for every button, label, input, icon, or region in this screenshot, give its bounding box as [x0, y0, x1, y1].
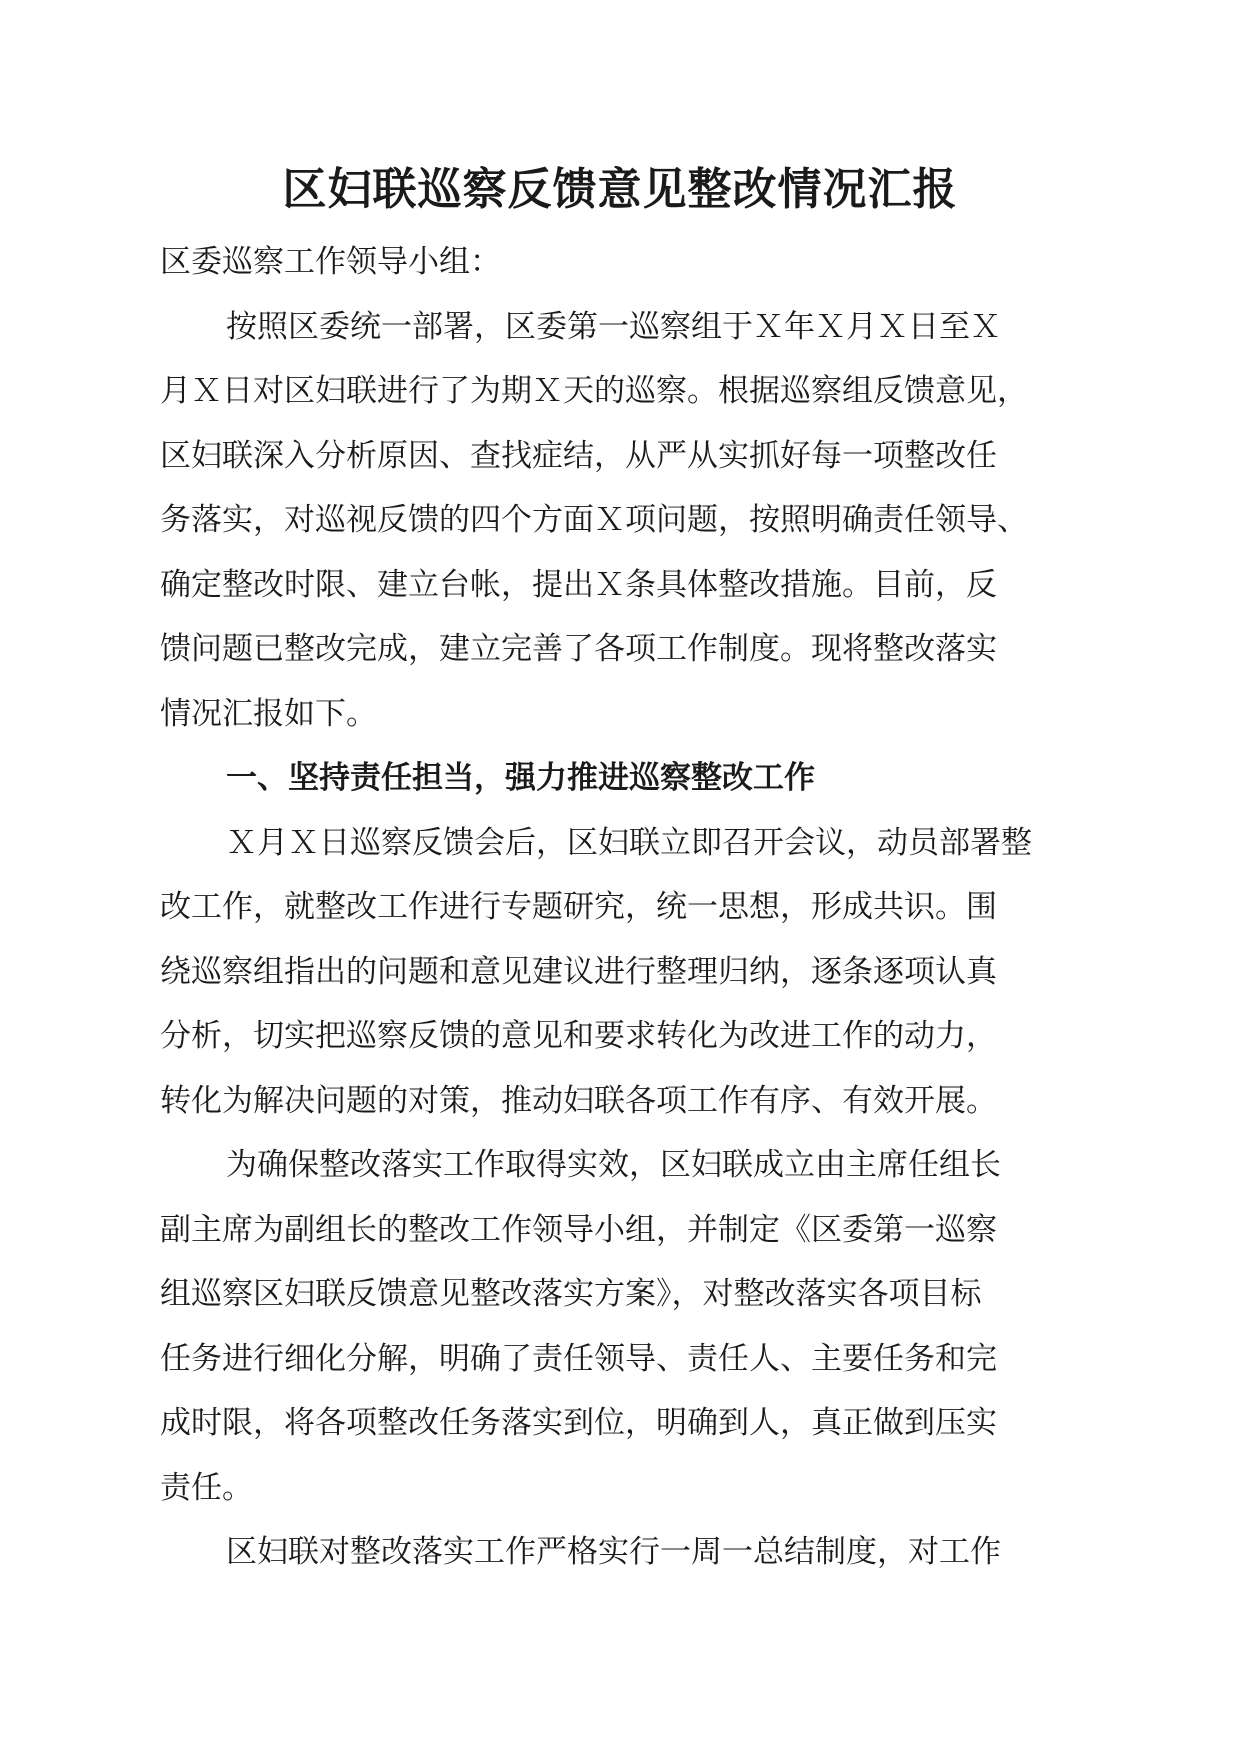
paragraph-line: 绕巡察组指出的问题和意见建议进行整理归纳，逐条逐项认真	[160, 953, 997, 990]
paragraph-line: 副主席为副组长的整改工作领导小组，并制定《区委第一巡察	[160, 1211, 997, 1248]
paragraph-line: 务落实，对巡视反馈的四个方面Ｘ项问题，按照明确责任领导、	[160, 502, 1028, 538]
paragraph-1	[160, 295, 1090, 747]
paragraph-line: 按照区委统一部署，区委第一巡察组于Ｘ年Ｘ月Ｘ日至Ｘ	[226, 308, 1001, 345]
paragraph-line: 分析，切实把巡察反馈的意见和要求转化为改进工作的动力，	[160, 1018, 997, 1054]
paragraph-line: 馈问题已整改完成，建立完善了各项工作制度。现将整改落实	[160, 631, 997, 667]
paragraph-line: 为确保整改落实工作取得实效，区妇联成立由主席任组长	[226, 1147, 1001, 1183]
paragraph-line: 确定整改时限、建立台帐，提出Ｘ条具体整改措施。目前，反	[160, 566, 997, 603]
salutation: 区委巡察工作领导小组：	[160, 244, 501, 280]
document-title: 区妇联巡察反馈意见整改情况汇报	[282, 164, 958, 215]
paragraph-3	[160, 1133, 1090, 1520]
paragraph-line: 转化为解决问题的对策，推动妇联各项工作有序、有效开展。	[160, 1082, 997, 1119]
paragraph-line: 区妇联深入分析原因、查找症结，从严从实抓好每一项整改任	[160, 437, 997, 474]
paragraph-2	[160, 811, 1090, 1134]
paragraph-line: 改工作，就整改工作进行专题研究，统一思想，形成共识。围	[160, 889, 997, 925]
paragraph-4	[160, 1520, 1090, 1585]
paragraph-line: 组巡察区妇联反馈意见整改落实方案》，对整改落实各项目标	[160, 1276, 982, 1312]
paragraph-line: 任务进行细化分解，明确了责任领导、责任人、主要任务和完	[160, 1340, 997, 1377]
paragraph-line: 成时限，将各项整改任务落实到位，明确到人，真正做到压实	[160, 1405, 997, 1441]
document-body	[160, 230, 1090, 1585]
section-heading: 一、坚持责任担当，强力推进巡察整改工作	[226, 760, 815, 796]
paragraph-line: 月Ｘ日对区妇联进行了为期Ｘ天的巡察。根据巡察组反馈意见，	[160, 373, 1028, 409]
paragraph-line: 责任。	[160, 1469, 253, 1506]
paragraph-line: 情况汇报如下。	[160, 695, 377, 732]
paragraph-line: 区妇联对整改落实工作严格实行一周一总结制度，对工作	[226, 1534, 1001, 1570]
paragraph-line: Ｘ月Ｘ日巡察反馈会后，区妇联立即召开会议，动员部署整	[226, 824, 1032, 861]
